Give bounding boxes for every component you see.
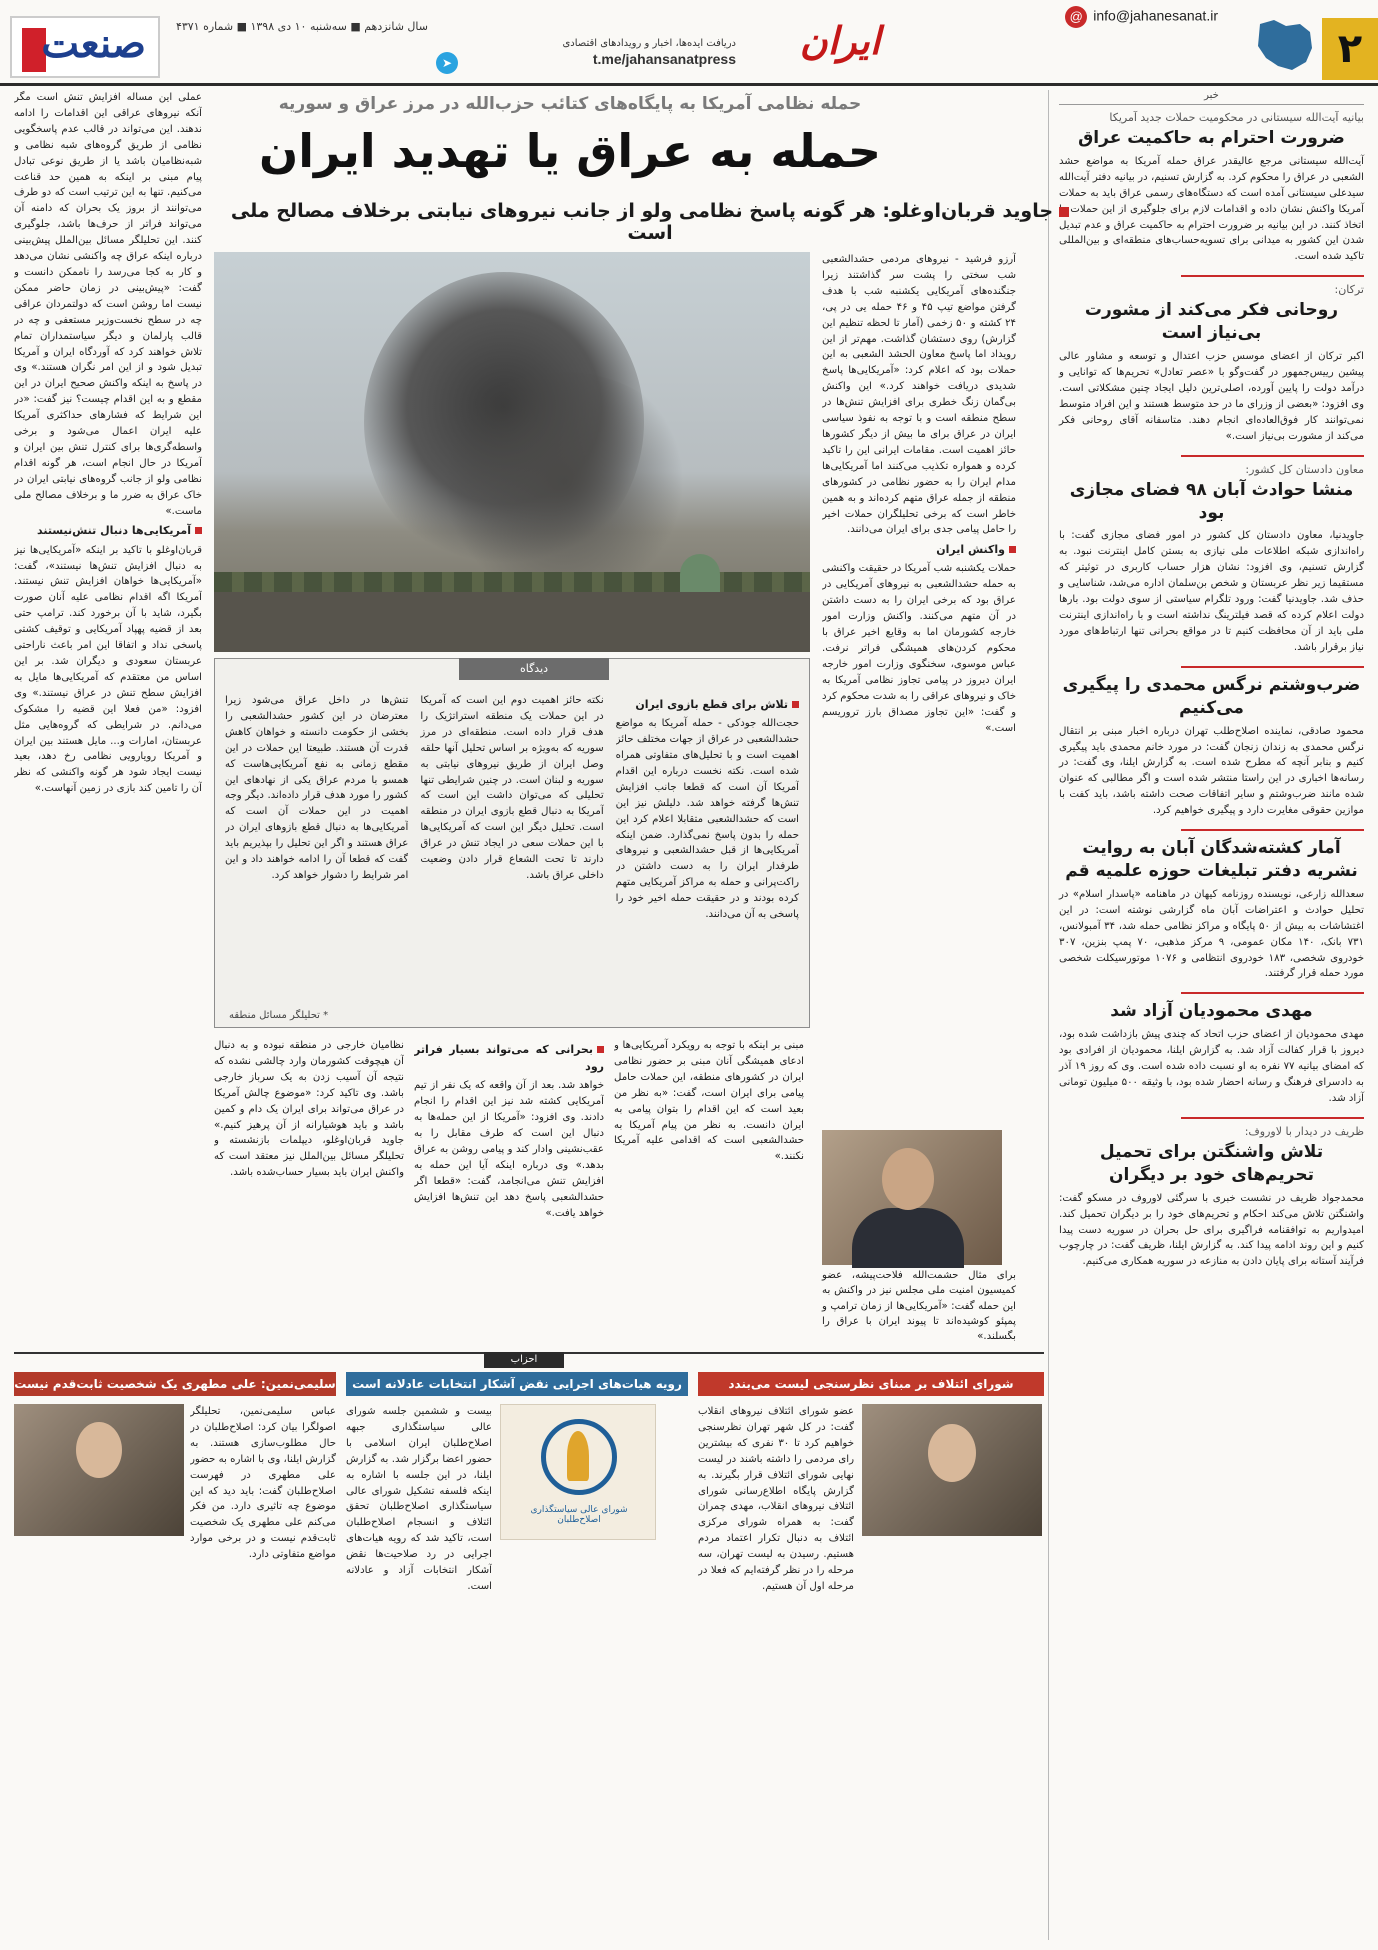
news-title: روحانی فکر می‌کند از مشورت بی‌نیاز است bbox=[1084, 300, 1339, 344]
opinion-tab: دیدگاه bbox=[459, 658, 609, 680]
smoke-plume bbox=[434, 372, 694, 592]
mosque-dome bbox=[680, 554, 720, 594]
party-story-body: عضو شورای ائتلاف نیروهای انقلاب گفت: در کل شهر تهران نظرسنجی خواهیم کرد تا ۳۰ نفری که بیشترین رای مردمی را داشته باشند در لیست نهایی شورای ائتلاف قرار بگیرند. به گزارش پایگاه اطلاع‌رسانی شورای ائتلاف نیروهای انقلاب، مهدی چمران گفت: به همراه شورای مرکزی ائتلاف به دنبال تکرار اعتماد مردم هستیم. رسیدن به لیست تهران، سه مرحله را در نظر گرفته‌ایم که فعلا در مرحله اول آن هستیم. bbox=[698, 1406, 854, 1592]
divider bbox=[1181, 1113, 1364, 1119]
news-item bbox=[1059, 1125, 1364, 1270]
masthead bbox=[0, 0, 1378, 86]
portrait-face bbox=[882, 1148, 934, 1210]
party-story-title: شورای ائتلاف بر مبنای نظرسنجی لیست می‌بندد bbox=[698, 1372, 1044, 1396]
party-photo-face bbox=[928, 1424, 976, 1482]
parties-section-bar bbox=[14, 1352, 1044, 1370]
opinion-text: تنش‌ها در داخل عراق می‌شود زیرا معترضان در این کشور حشدالشعبی را بخشی از حکومت دانسته و خواهان کاهش قدرت آن هستند. طبیعتا این حملات در این مقطع زمانی به نفع آمریکایی‌هاست که همسو با مردم عراق یکی از نهادهای این کشور را مورد هدف قرار داده‌اند. دیگر وجه اهمیت در این حملات آن است که آمریکایی‌ها به دنبال قطع بازوهای ایران در عراق هستند و اگر این تحلیل را بپذیریم باید گفت که قطعا آن را ادامه خواهند داد و این امر شرایط را دشوار خواهد کرد. bbox=[225, 695, 409, 881]
news-title: منشا حوادث آبان ۹۸ فضای مجازی بود bbox=[1069, 479, 1354, 523]
portrait-suit bbox=[852, 1208, 964, 1268]
news-body: اکبر ترکان از اعضای موسس حزب اعتدال و توسعه و مشاور عالی پیشین رییس‌جمهور در گفت‌وگو با «عصر تعادل» تحریم‌ها که توانایی و درآمد دولت را پایین آورده، اصلی‌ترین دلیل ایجاد چنین مشکلاتی است. وی افزود: «بعضی از وزرای ما در حد متوسط هستند و این افراد متوسط نمی‌توانند کار فوق‌العاده‌ای انجام دهند. متاسفانه آقای روحانی فکر می‌کند از مشورت بی‌نیاز است.» bbox=[1059, 351, 1364, 442]
divider bbox=[1181, 451, 1364, 457]
opinion-author: * تحلیلگر مسائل منطقه bbox=[229, 1010, 329, 1021]
page-number: ۲ bbox=[1322, 18, 1378, 80]
news-kicker: معاون دادستان کل کشور: bbox=[1245, 462, 1364, 476]
opinion-text: نکته حائز اهمیت دوم این است که آمریکا در این حملات یک منطقه استراتژیک را هدف قرار داده است. منطقه‌ای در مرز سوریه که به‌ویژه بر اساس تحلیل آنها حلقه وصل ایران از طریق نیروهای نیابتی به سوریه و لبنان است. در چنین شرایطی تنها تحلیلی که می‌توان داشت این است که آمریکا به دنبال قطع بازوی ایران در منطقه است. تحلیل دیگر این است که آمریکایی‌ها با این حملات سعی در ایجاد تنش در عراق دارند تا تحت الشعاع قرار دادن وضعیت داخلی عراق باشد. bbox=[420, 695, 604, 881]
lower-subheading: بحرانی که می‌تواند بسیار فراتر رود bbox=[414, 1041, 604, 1075]
news-body: مهدی محمودیان از اعضای حزب اتحاد که چندی پیش بازداشت شده بود، دیروز با قرار کفالت آزاد شد. به گزارش ایلنا، محمودیان از افرادی بود که امضای بیانیه ۷۷ نفره به او نسبت داده شده است. وی که روز ۱۹ آذر به دادسرای فرهنگ و رسانه احضار شده بود، با وثیقه ۵۰۰ میلیون تومانی آزاد شد. bbox=[1059, 1029, 1364, 1104]
lower-text: خواهد شد. بعد از آن واقعه که یک نفر از تیم آمریکایی کشته شد نیز این اقدام را انجام دادند. وی افزود: «آمریکا از این حمله‌ها به دنبال این است که طرف مقابل را به عقب‌نشینی وادار کند و پیامی روشن به عراق بدهد.» وی درباره اینکه آیا این حمله به افزایش تنش می‌انجامد، گفت: «قطعا اگر حشدالشعبی پاسخ دهد این تنش‌ها افزایش خواهد یافت.» bbox=[414, 1080, 604, 1219]
lead-lower-columns bbox=[214, 1038, 804, 1338]
telegram-desc: دریافت ایده‌ها، اخبار و رویدادهای اقتصادی bbox=[562, 38, 736, 49]
news-body: محمدجواد ظریف در نشست خبری با سرگئی لاوروف در مسکو گفت: واشنگتن تلاش می‌کند احکام و تحریم‌های خود را بر دیگران تحمیل کند. امیدواریم به توافقنامه فراگیری برای حل بحران در سوریه دست پیدا کنیم و این روند ادامه پیدا کند. به گزارش ایلنا، ظریف گفت: در چارچوب فرآیند آستانه برای پایان دادن به منازعه در سوریه همکاری می‌کنیم. bbox=[1059, 1192, 1364, 1268]
ground bbox=[214, 592, 810, 652]
telegram-block[interactable] bbox=[436, 38, 736, 70]
lower-col bbox=[614, 1038, 804, 1338]
party-photo bbox=[14, 1404, 184, 1536]
section-title: ایران bbox=[799, 18, 881, 63]
news-item bbox=[1059, 463, 1364, 656]
divider bbox=[1181, 271, 1364, 277]
news-title: ضرب‌وشتم نرگس محمدی را پیگیری می‌کنیم bbox=[1062, 674, 1361, 718]
telegram-icon: ➤ bbox=[436, 52, 458, 74]
opinion-box bbox=[214, 658, 810, 1028]
opinion-col bbox=[616, 693, 799, 1003]
opinion-subheading: تلاش برای قطع بازوی ایران bbox=[616, 696, 799, 713]
news-item bbox=[1059, 111, 1364, 265]
lead-text: قربان‌اوغلو با تاکید بر اینکه «آمریکایی‌ها نیز به دنبال افزایش تنش‌ها نیستند»، گفت: «آمریکایی‌ها خواهان افزایش تنش نیستند. آمریکا اگه اقدام نظامی علیه آنان صورت بگیرد، شاید با آن برخورد کند. ترامپ حتی بعد از قضیه پهپاد آمریکایی و توقیف کشتی پاسخی نداد و اتفاقا این امر باعث ناراحتی عربستان سعودی و دیگران شد. بر این اساس من معتقدم که آمریکایی‌ها مایل به افزایش سطح تنش در عراق نیستند.» وی افزود: «من فعلا این قضیه را مشکوک می‌دانم. در شرایطی که گروه‌هایی مثل عربستان، امارات و... مایل هستند بین ایران و آمریکا رویارویی نظامی رخ دهد، بعید نیست ایجاد شود هر گونه واکنشی که نظر آن را تامین کند بازی در زمین آنهاست.» bbox=[14, 544, 202, 795]
lower-text: نظامیان خارجی در منطقه نبوده و به دنبال آن هیچوقت کشورمان وارد چالشی نشده که نتیجه آن آسیب زدن به یک سرباز خارجی باشد. وی تاکید کرد: «موضوع چالش آمریکا در عراق می‌تواند برای ایران یک دام و کمین باشد و باید هوشیارانه از آن پرهیز کنیم.» جاوید قربان‌اوغلو، دیپلمات بازنشسته و تحلیلگر مسائل بین‌الملل نیز معتقد است که واکنش ایران باید بسیار حساب‌شده باشد. bbox=[214, 1040, 404, 1179]
lead-column-left bbox=[14, 90, 202, 1210]
news-item bbox=[1059, 1000, 1364, 1106]
newspaper-logo bbox=[10, 16, 160, 78]
logo-text: صنعت bbox=[41, 20, 146, 67]
news-title: مهدی محمودیان آزاد شد bbox=[1110, 1001, 1313, 1022]
issue-meta: سال شانزدهم ■ سه‌شنبه ۱۰ دی ۱۳۹۸ ■ شماره ۴۳۷۱ bbox=[175, 20, 428, 33]
reformists-emblem bbox=[500, 1404, 656, 1540]
news-item bbox=[1059, 837, 1364, 982]
news-title: تلاش واشنگتن برای تحمیل تحریم‌های خود بر دیگران bbox=[1099, 1141, 1324, 1185]
email-icon: @ bbox=[1065, 6, 1087, 28]
lower-text: مبنی بر اینکه با توجه به رویکرد آمریکایی‌ها و ادعای همیشگی آنان مبنی بر حضور نظامی ایران در کشورهای منطقه، این حملات حامل پیامی برای ایران است، گفت: «به نظر من بعید است که این اقدام را بتوان پیامی به ایران دانست. به نظر من پیام آمریکا به حشدالشعبی است که اقدامی علیه آمریکا نکنند.» bbox=[614, 1040, 804, 1163]
lead-text: حملات یکشنبه شب آمریکا در حقیقت واکنشی به حمله حشدالشعبی به نیروهای آمریکایی در عراق بود که برخی ایران را به دست داشتن در آن متهم می‌کنند. واکنش وزارت امور خارجه کشورمان اما به وقایع اخیر عراق با محکوم کردن‌های همیشگی فراتر نرفت. عباس موسوی، سخنگوی وزارت امور خارجه ایران دیروز در پیامی تجاوز نظامی آمریکا به خاک و نیروهای عراقی را به شدت محکوم کرد و گفت: «این تجاوز مصداق بارز تروریسم است.» bbox=[822, 563, 1016, 734]
news-title: آمار کشته‌شدگان آبان به روایت نشریه دفتر تبلیغات حوزه علمیه قم bbox=[1065, 838, 1358, 881]
news-kicker: ترکان: bbox=[1334, 283, 1364, 297]
lead-subheading: آمریکایی‌ها دنبال تنش‌نیستند bbox=[14, 522, 202, 539]
opinion-text: حجت‌الله جودکی - حمله آمریکا به مواضع حشدالشعبی در عراق از جهات مختلف حائز اهمیت است و با تحلیل‌های متفاوتی همراه شده است. نکته نخست درباره این اقدام آمریکا آن است که قطعا جانب افزایش تنش‌ها گرفته خواهد شد. دلیلش نیز این است که حشدالشعبی متقابلا اعلام کرد این حمله را بدون پاسخ نمی‌گذارد. ضمن اینکه آمریکایی‌ها از قبل حشدالشعبی و نیروهای طرفدار ایران را به دست داشتن در راکت‌پرانی و حمله به مراکز آمریکایی متهم کرده بودند و در حقیقت حمله اخیر خود را پاسخی به آن می‌دانند. bbox=[615, 718, 799, 921]
news-item bbox=[1059, 674, 1364, 819]
divider bbox=[1181, 988, 1364, 994]
iran-map-icon bbox=[1252, 18, 1316, 74]
news-column-label: خبر bbox=[1059, 90, 1364, 105]
divider bbox=[1181, 825, 1364, 831]
party-story-body: بیست و ششمین جلسه شورای عالی سیاستگذاری جبهه اصلاح‌طلبان ایران اسلامی با حضور اعضا برگزار شد. به گزارش ایلنا، در این جلسه با اشاره به اینکه فلسفه تشکیل شورای عالی سیاستگذاری اصلاح‌طلبان تحقق ائتلاف و انسجام اصلاح‌طلبان است، تاکید شد که رویه هیات‌های اجرایی در رد صلاحیت‌ها نقض آشکار انتخابات آزاد و عادلانه است. bbox=[346, 1406, 492, 1592]
opinion-col bbox=[225, 693, 408, 1003]
news-kicker: بیانیه آیت‌الله سیستانی در محکومیت حملات جدید آمریکا bbox=[1109, 111, 1364, 124]
news-body: جاویدنیا، معاون دادستان کل کشور در امور فضای مجازی گفت: با راه‌اندازی شبکه اطلاعات ملی نیازی به بستن کامل اینترنت نبود. به گزارش تسنیم، وی افزود: نشان هزار حساب کاربری در توئیتر که مستقیما زیر نظر عربستان و شخص بن‌سلمان اداره می‌شد، شناسایی و حذف شد. جاویدنیا گفت: ورود تلگرام سیاستی از سوی دولت بود. بارها دولت اعلام کرده که قصد فیلترینگ نداشته است و با راه‌اندازی اینترنت ملی باید از آن محافظت کنیم تا در مواقع بحرانی تنها ارتباط‌های مورد نیاز برقرار باشد. bbox=[1059, 530, 1364, 653]
party-photo-face bbox=[76, 1422, 122, 1478]
lead-subheading: واکنش ایران bbox=[822, 541, 1016, 558]
telegram-handle[interactable]: t.me/jahansanatpress bbox=[592, 51, 736, 67]
lead-photo-smoke bbox=[214, 252, 810, 652]
contact-email[interactable] bbox=[1065, 6, 1218, 28]
portrait-caption: برای مثال حشمت‌الله فلاحت‌پیشه، عضو کمیسیون امنیت ملی مجلس نیز در واکنش به این حمله گفت: «آمریکایی‌ها از زمان ترامپ و پمپئو کوشیده‌اند تا پیوند ایران با عراق را بگسلند.» bbox=[822, 1270, 1016, 1343]
lead-kicker: حمله نظامی آمریکا به پایگاه‌های کتائب حزب‌الله در مرز عراق و سوریه bbox=[278, 94, 862, 114]
news-kicker: ظریف در دیدار با لاوروف: bbox=[1244, 1124, 1364, 1138]
news-body: آیت‌الله سیستانی مرجع عالیقدر عراق حمله آمریکا به مواضع حشد الشعبی در عراق را محکوم کرد. به گزارش تسنیم، در بیانیه دفتر آیت‌الله سیدعلی سیستانی آمده است که دستگاه‌های رسمی عراق باید به حملات آمریکا واکنش نشان داده و اقدامات لازم برای جلوگیری از این حملات را اتخاذ کنند. در این بیانیه بر ضرورت احترام به حاکمیت عراق و عدم تبدیل شدن این کشور به میدانی برای تسویه‌حساب‌های منطقه‌ای و بین‌المللی تاکید شده است. bbox=[1059, 155, 1364, 263]
portrait-photo bbox=[822, 1130, 1002, 1265]
opinion-columns bbox=[225, 693, 799, 1003]
news-item bbox=[1059, 283, 1364, 444]
news-title: ضرورت احترام به حاکمیت عراق bbox=[1078, 128, 1345, 148]
emblem-feather-icon bbox=[567, 1431, 589, 1481]
lower-col bbox=[414, 1038, 604, 1338]
lead-subhead: جاوید قربان‌اوغلو: هر گونه پاسخ نظامی ولو از جانب نیروهای نیابتی برخلاف مصالح ملی است bbox=[210, 200, 1090, 244]
party-story-body: عباس سلیمی‌نمین، تحلیلگر اصولگرا بیان کرد: اصلاح‌طلبان در حال مطلوب‌سازی هستند. به گزارش ایلنا، وی با اشاره به حضور علی مطهری در فهرست اصلاح‌طلبان گفت: باید دید که این موضوع چه تاثیری دارد. من فکر می‌کنم علی مطهری یک شخصیت ثابت‌قدم نیست و در برخی موارد مواضع متفاوتی دارد. bbox=[190, 1406, 336, 1561]
emblem-text: شورای عالی سیاستگذاری اصلاح‌طلبان bbox=[530, 1505, 628, 1525]
news-column bbox=[1048, 90, 1364, 1940]
divider bbox=[1181, 662, 1364, 668]
party-story-title: رویه هیات‌های اجرایی نقض آشکار انتخابات عادلانه است bbox=[346, 1372, 688, 1396]
lower-col bbox=[214, 1038, 404, 1338]
party-photo bbox=[862, 1404, 1042, 1536]
opinion-col bbox=[420, 693, 603, 1003]
news-body: سعدالله زارعی، نویسنده روزنامه کیهان در ماهنامه «پاسدار اسلام» در تحلیل حوادث و اعتراضات آبان ماه گزارشی نوشته است: در این اغتشاشات به بیش از ۵۰ پایگاه و مراکز نظامی حمله شد، ۳۴ آمبولانس، ۷۳۱ بانک، ۱۴۰ مکان عمومی، ۹ مرکز مذهبی، ۷۰ پمپ بنزین، ۳۰۷ خودروی شخصی، ۱۸۳ خودروی انتظامی و ۱۰۷۶ موتورسیکلت شخصی مورد حمله قرار گرفتند. bbox=[1059, 888, 1365, 980]
lead-text: عملی این مساله افزایش تنش است مگر آنکه نیروهای عراقی این اقدامات را ادامه ندهند. این می‌تواند در قالب عدم پاسخگویی نظامی از طریق گروه‌های شبه نظامی و شبه‌نظامیان باشد یا از طریق نوعی تبادل پیام مبنی بر اینکه به همین حد قناعت می‌کنیم. تنها به این ترتیب است که دو طرف می‌توانند از بروز یک بحران که دامنه آن می‌تواند فراتر از حرف‌ها باشد، جلوگیری کنند. این تحلیلگر مسائل بین‌الملل پیش‌بینی درباره اینکه عراق چه واکنشی نشان می‌دهد و کار به کجا می‌رسد را ناممکن دانست و گفت: «پیش‌بینی در زمان حاضر ممکن نیست اما روشن است که دولتمردان عراقی چه در سطح نخست‌وزیر مستعفی و چه در قالب پارلمان و دیگر سیاستمداران تمام تلاش خواهند کرد که آوردگاه ایران و آمریکا تبدیل شود و از این امر نگران هستند.» وی در پاسخ به اینکه واکنش صحیح ایران در این مقطع و به این اقدام چیست؟ نیز گفت: «در این شرایط که فشارهای حداکثری آمریکا علیه ایران اعمال می‌شود و برخی واسطه‌گری‌ها برای کنترل تنش بین ایران و آمریکا در حال انجام است، هر گونه اقدام نظامی ولو از جانب گروه‌های نیابتی ایران در خاک عراق به ضرر ما و برخلاف مصالح ملی ماست.» bbox=[14, 92, 202, 517]
lead-headline: حمله به عراق یا تهدید ایران bbox=[258, 124, 882, 178]
email-text: info@jahanesanat.ir bbox=[1093, 7, 1218, 24]
parties-tab: احزاب bbox=[484, 1352, 564, 1368]
party-story-title: سلیمی‌نمین: علی مطهری یک شخصیت ثابت‌قدم نیست bbox=[14, 1372, 336, 1396]
lead-text: آرزو فرشید - نیروهای مردمی حشدالشعبی شب سختی را پشت سر گذاشتند زیرا جنگنده‌های آمریکایی یکشنبه شب با هدف گرفتن مواضع تیپ ۴۵ و ۴۶ حمله یی در پی، ۲۴ کشته و ۵۰ زخمی (آمار تا لحظه تنظیم این گزارش) روی دستشان گذاشت. مهم‌تر از این رویداد اما پاسخ معاون الحشد الشعبی به این حملات بود که اعلام کرد: «آمریکایی‌ها پاسخ شدیدی دریافت خواهند کرد.» این واکنش بی‌گمان زنگ خطری برای افزایش تنش‌ها در سطح منطقه است و با توجه به نفوذ سیاسی ایران در عراق برای ما بیش از دیگر کشورها حائز اهمیت است. مقامات ایرانی این را تاکید کرده و همواره تکذیب می‌کنند اما آمریکایی‌ها مدام ایران را به حضور نظامی در کشورهای منطقه از جمله عراق متهم کرده‌اند و به همین خاطر است که برخی تحلیلگران حملات اخیر را حامل پیامی جدی برای ایران می‌دانند. bbox=[822, 254, 1016, 536]
news-body: محمود صادقی، نماینده اصلاح‌طلب تهران درباره اخبار مبنی بر انتقال نرگس محمدی به زندان زنجان گفت: در مورد خانم محمدی باید پیگیری کنیم و بنابر آنچه که مطرح شده است. به گزارش ایلنا، وی گفت: در رسانه‌ها اخباری در این راستا منتشر شده است و اگر مطالبی که عنوان شده مانند ضرب‌وشتم و سایر اتفاقات صحت داشته باشد، باید کفت با موازین حقوقی مغایرت دارد و پیگیری خواهیم کرد. bbox=[1059, 725, 1364, 817]
